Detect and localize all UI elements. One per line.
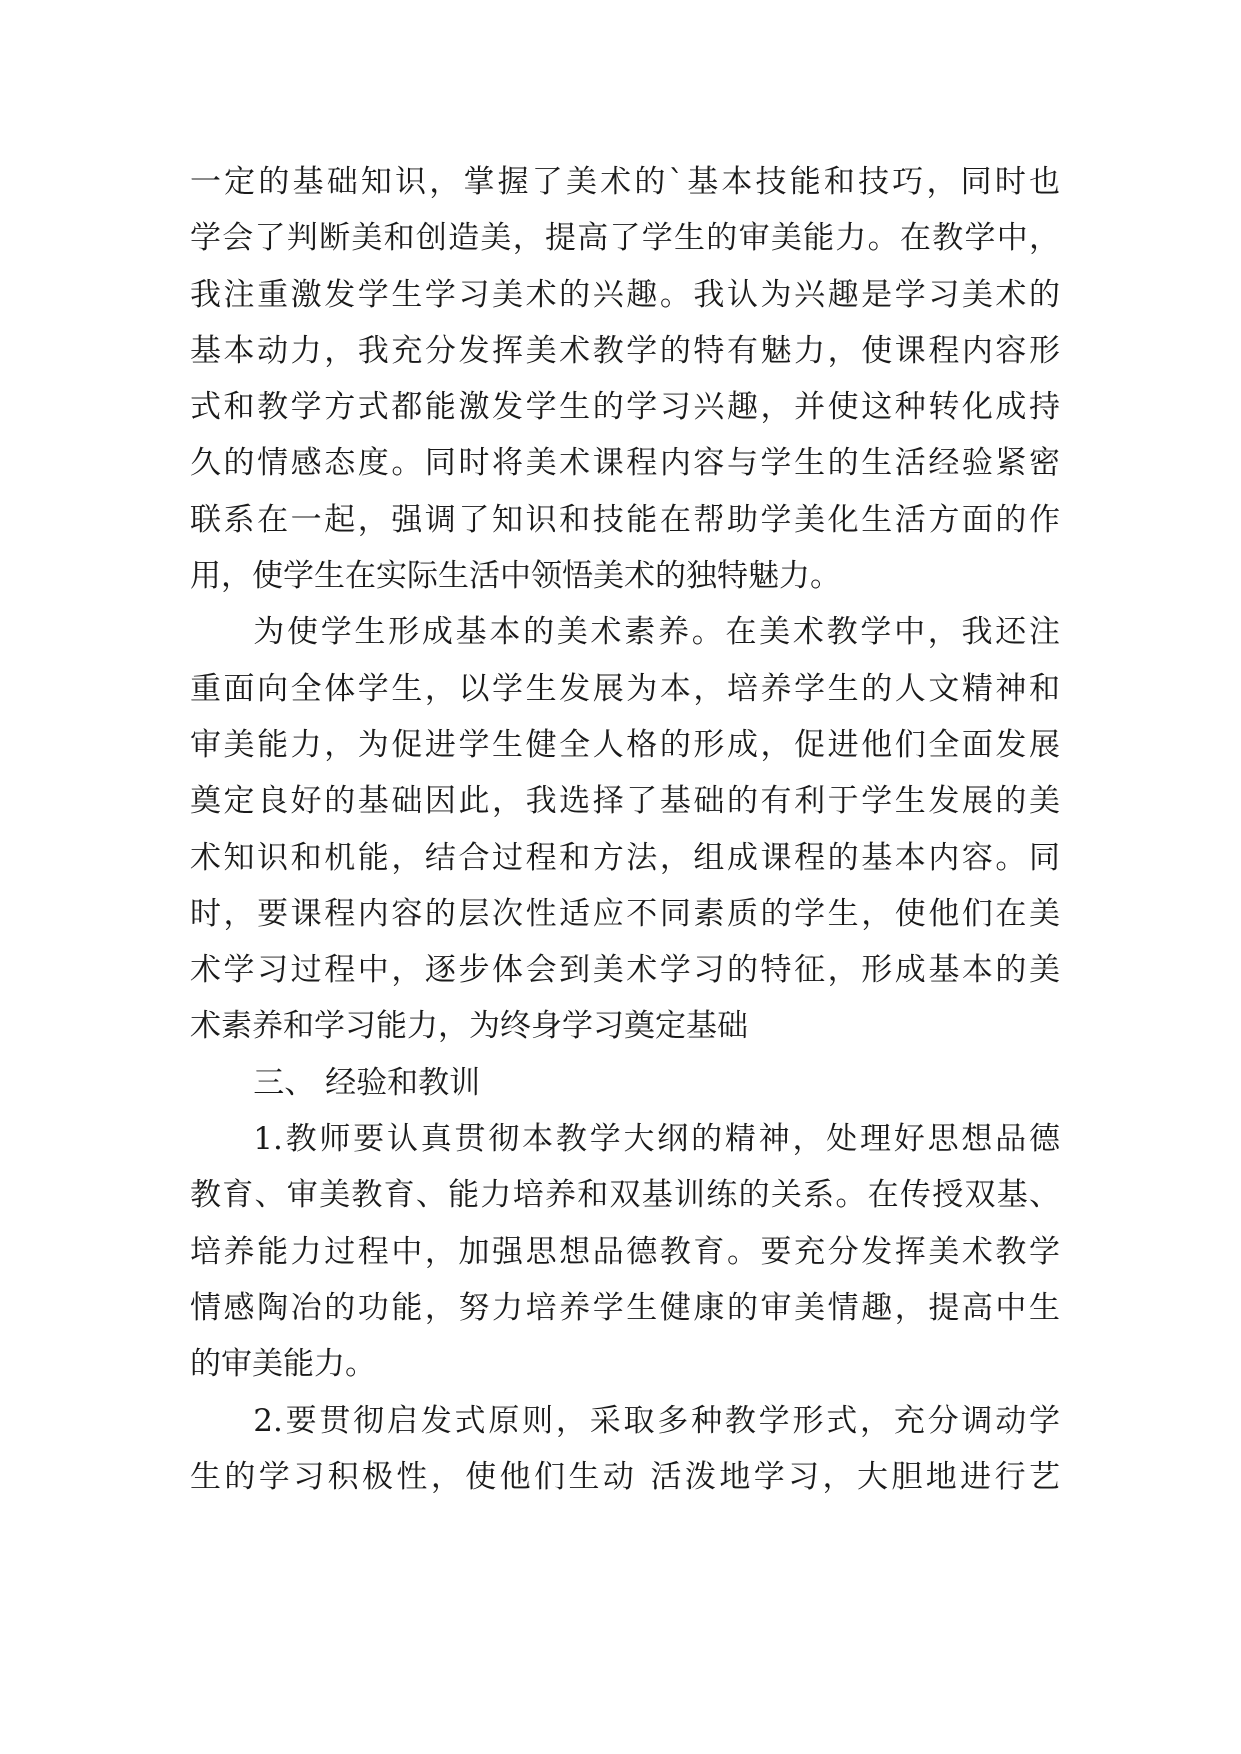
text-line: 情感陶冶的功能，努力培养学生健康的审美情趣，提高中生 [190,1289,1060,1326]
text-line: 2.要贯彻启发式原则，采取多种教学形式，充分调动学 [253,1402,1060,1439]
text-line: 奠定良好的基础因此，我选择了基础的有利于学生发展的美 [190,783,1060,820]
text-line: 术素养和学习能力，为终身学习奠定基础 [190,1008,748,1045]
text-line: 一定的基础知识，掌握了美术的`基本技能和技巧，同时也 [190,164,1060,200]
text-line: 式和教学方式都能激发学生的学习兴趣，并使这种转化成持 [190,389,1060,426]
document-body [190,154,1060,1505]
text-line: 为使学生形成基本的美术素养。在美术教学中，我还注 [253,614,1060,651]
text-line: 教育、审美教育、能力培养和双基训练的关系。在传授双基、 [190,1177,1060,1214]
text-line: 三、 经验和教训 [253,1064,481,1101]
text-line: 学会了判断美和创造美，提高了学生的审美能力。在教学中， [190,220,1060,257]
text-line: 久的情感态度。同时将美术课程内容与学生的生活经验紧密 [190,445,1060,482]
text-line: 时，要课程内容的层次性适应不同素质的学生，使他们在美 [190,895,1060,932]
text-line: 重面向全体学生，以学生发展为本，培养学生的人文精神和 [190,670,1060,707]
text-line: 的审美能力。 [190,1346,376,1383]
text-line: 我注重激发学生学习美术的兴趣。我认为兴趣是学习美术的 [190,276,1060,313]
text-line: 审美能力，为促进学生健全人格的形成，促进他们全面发展 [190,726,1060,763]
text-line: 联系在一起，强调了知识和技能在帮助学美化生活方面的作 [190,501,1060,538]
text-line: 生的学习积极性，使他们生动 活泼地学习，大胆地进行艺 [190,1458,1060,1495]
text-line: 术知识和机能，结合过程和方法，组成课程的基本内容。同 [190,839,1060,876]
text-line: 培养能力过程中，加强思想品德教育。要充分发挥美术教学 [190,1233,1060,1270]
text-line: 基本动力，我充分发挥美术教学的特有魅力，使课程内容形 [190,332,1060,369]
text-line: 术学习过程中，逐步体会到美术学习的特征，形成基本的美 [190,952,1060,989]
text-line: 1.教师要认真贯彻本教学大纲的精神，处理好思想品德 [253,1121,1060,1158]
text-line: 用，使学生在实际生活中领悟美术的独特魅力。 [190,558,841,595]
